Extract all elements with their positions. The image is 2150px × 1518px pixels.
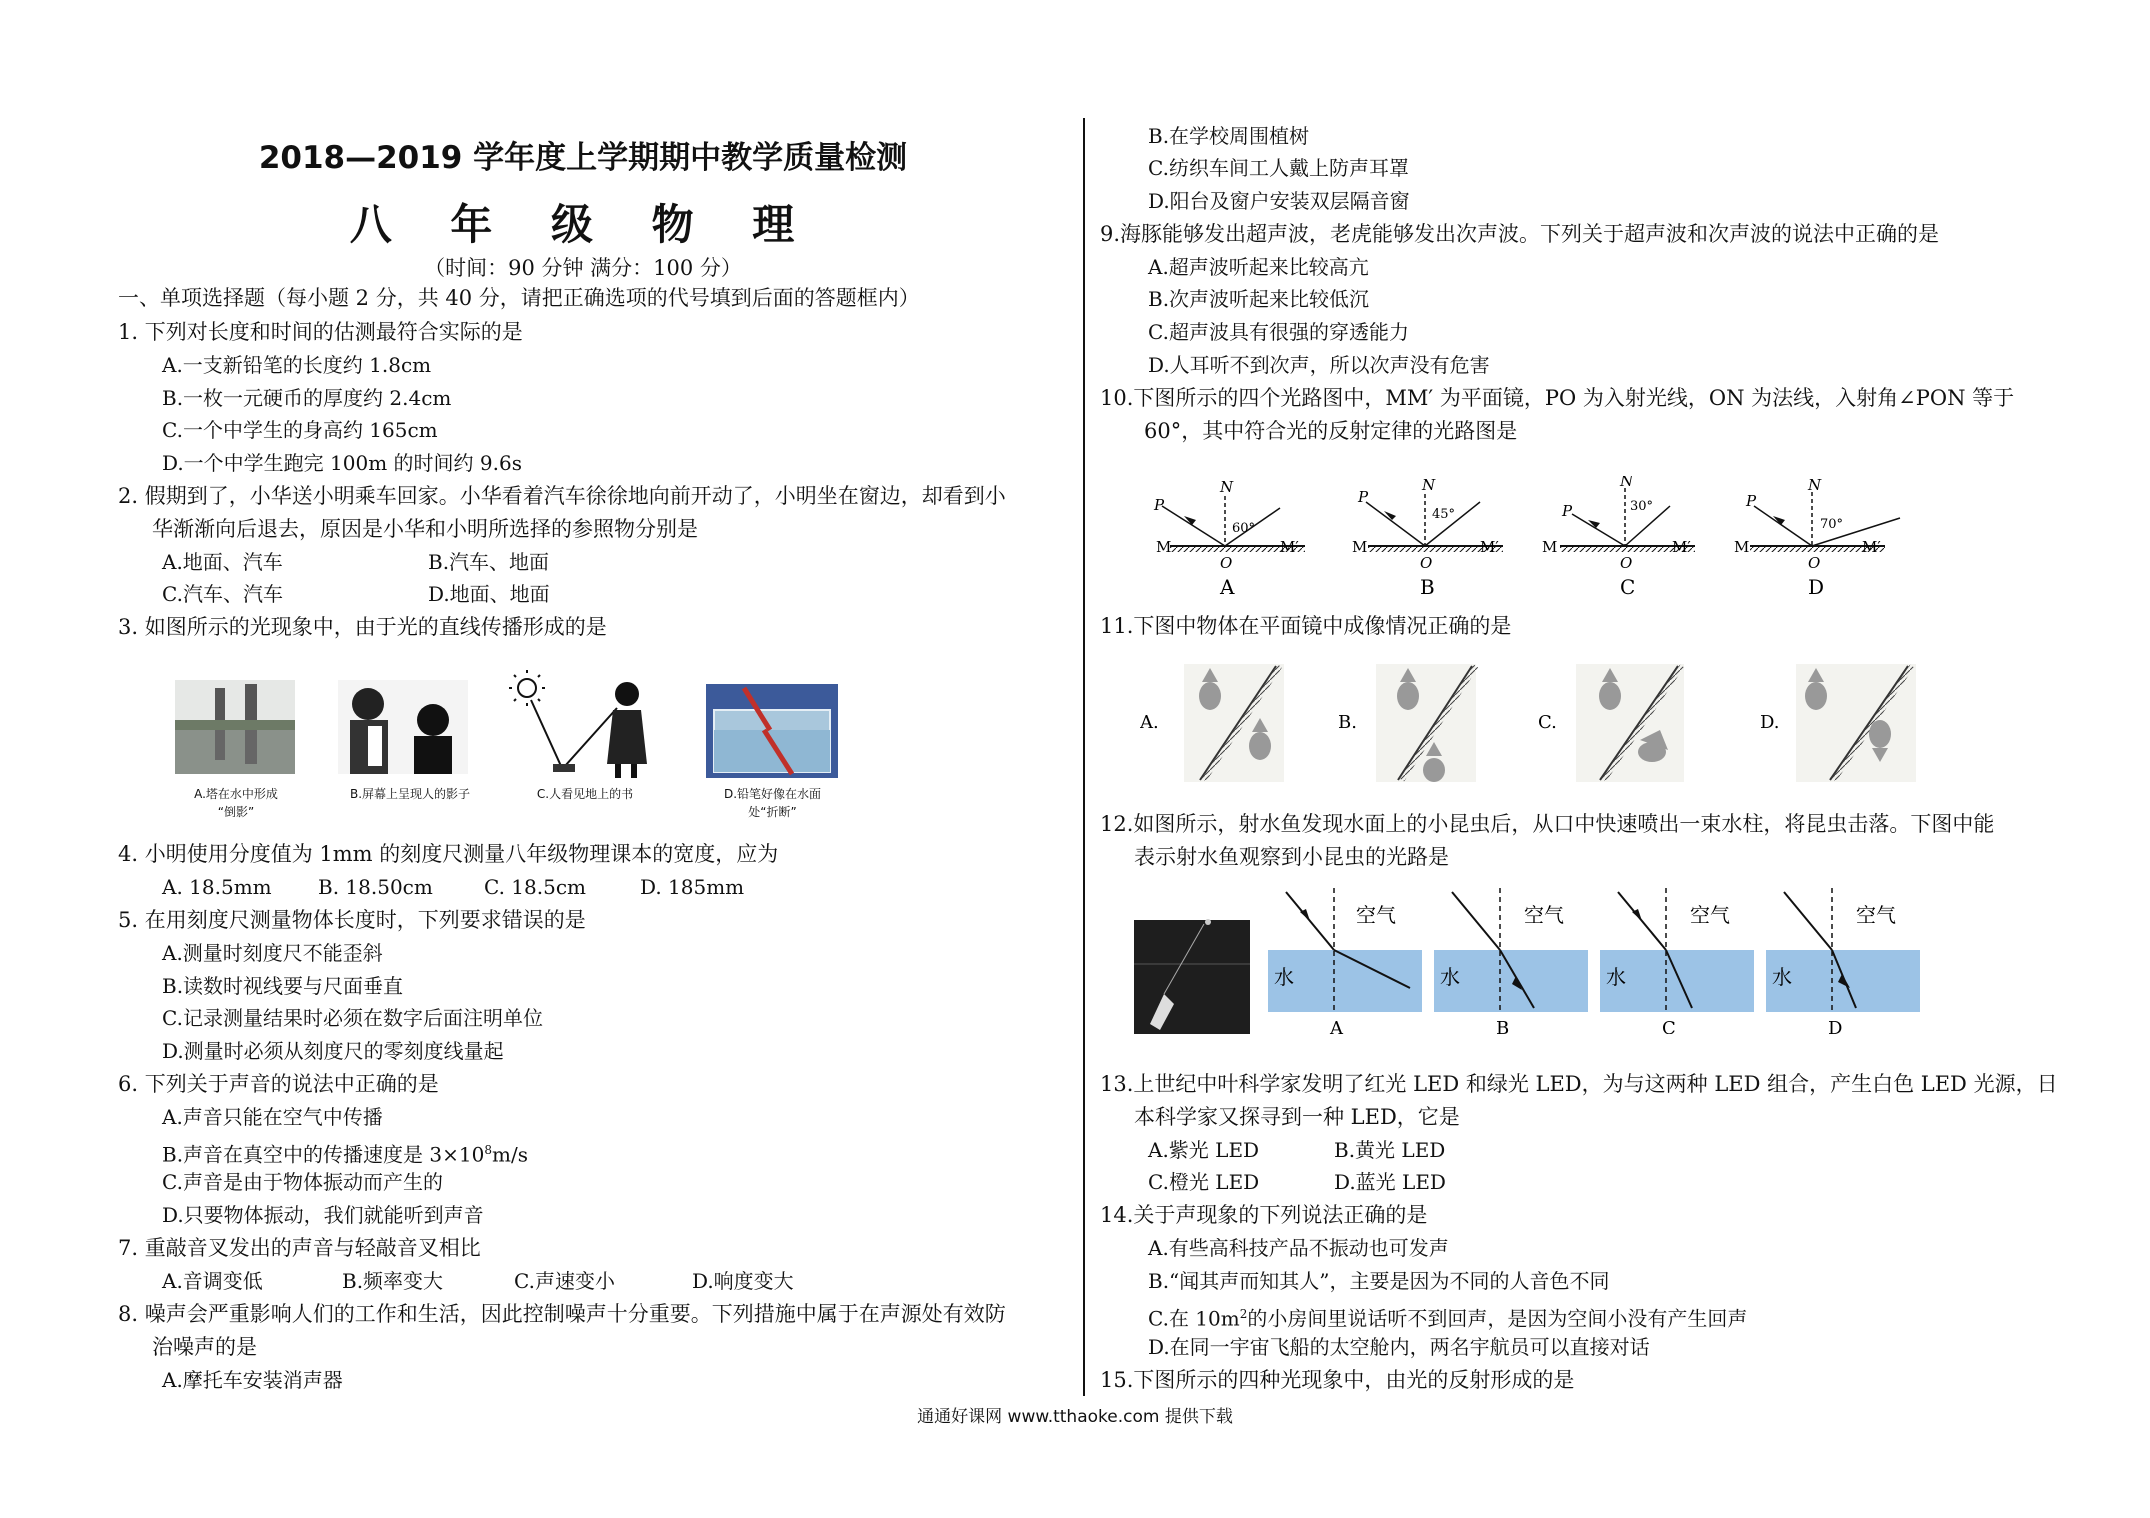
q7-option-a: A.音调变低 <box>162 1269 263 1293</box>
q3-caption-a2: “倒影” <box>217 805 255 819</box>
q1-option-d: D.一个中学生跑完 100m 的时间约 9.6s <box>162 451 522 475</box>
q2-option-b: B.汽车、地面 <box>428 550 550 574</box>
q5-option-d: D.测量时必须从刻度尺的零刻度线量起 <box>162 1039 504 1063</box>
q7-option-c: C.声速变小 <box>514 1269 615 1293</box>
q3-figure-c <box>505 670 660 780</box>
q2-option-a: A.地面、汽车 <box>162 550 283 574</box>
q6-option-c: C.声音是由于物体振动而产生的 <box>162 1170 443 1194</box>
q12-b-letter: B <box>1496 1018 1510 1034</box>
q3-caption-a1: A.塔在水中形成 <box>194 787 278 801</box>
pagoda-reflection-photo <box>175 680 295 774</box>
q9-stem: 9.海豚能够发出超声波，老虎能够发出次声波。下列关于超声波和次声波的说法中正确的是 <box>1100 222 1940 246</box>
q7-option-b: B.频率变大 <box>342 1269 444 1293</box>
q6-option-b <box>162 1136 528 1169</box>
q3-figure-a <box>175 680 295 774</box>
q10-a-o-label: O <box>1220 554 1233 572</box>
q14-option-d: D.在同一宇宙飞船的太空舱内，两名宇航员可以直接对话 <box>1148 1335 1650 1359</box>
q14-option-c-rest: 的小房间里说话听不到回声，是因为空间小没有产生回声 <box>1247 1306 1748 1331</box>
q10-c-letter: C <box>1620 575 1636 599</box>
q10-a-p-label: P <box>1154 496 1165 514</box>
sun-book-person-drawing <box>505 670 660 780</box>
q11-stem: 11.下图中物体在平面镜中成像情况正确的是 <box>1100 614 1512 638</box>
q6-stem: 6. 下列关于声音的说法中正确的是 <box>118 1072 439 1096</box>
q7-option-d: D.响度变大 <box>692 1269 794 1293</box>
q10-d-o-label: O <box>1808 554 1821 572</box>
q13-option-c: C.橙光 LED <box>1148 1170 1260 1194</box>
q13-option-a: A.紫光 LED <box>1148 1138 1260 1162</box>
column-divider <box>1083 118 1085 1396</box>
q10-b-letter: B <box>1420 575 1435 599</box>
q10-d-m-label: M <box>1734 538 1750 556</box>
q3-caption-c: C.人看见地上的书 <box>536 787 634 801</box>
shadow-play-photo <box>338 680 468 774</box>
q10-a-letter: A <box>1220 575 1235 599</box>
q14-option-b: B.“闻其声而知其人”，主要是因为不同的人音色不同 <box>1148 1269 1610 1293</box>
q10-diagram-d <box>1734 476 1900 599</box>
q10-d-n-label: N <box>1808 476 1822 494</box>
q6-option-d: D.只要物体振动，我们就能听到声音 <box>162 1203 484 1227</box>
q15-stem: 15.下图所示的四种光现象中，由光的反射形成的是 <box>1100 1368 1575 1392</box>
q2-stem-line2: 华渐渐向后退去，原因是小华和小明所选择的参照物分别是 <box>152 517 698 541</box>
q12-c-letter: C <box>1662 1018 1676 1034</box>
q1-option-b: B.一枚一元硬币的厚度约 2.4cm <box>162 386 452 410</box>
q1-option-a: A.一支新铅笔的长度约 1.8cm <box>162 353 432 377</box>
section-heading: 一、单项选择题（每小题 2 分，共 40 分，请把正确选项的代号填到后面的答题框内） <box>118 286 920 310</box>
q10-d-p-label: P <box>1746 492 1757 510</box>
q12-stem-line1: 12.如图所示，射水鱼发现水面上的小昆虫后，从口中快速喷出一束水柱，将昆虫击落。下图中能 <box>1100 812 1995 836</box>
q12-a-water: 水 <box>1274 965 1294 989</box>
q3-stem: 3. 如图所示的光现象中，由于光的直线传播形成的是 <box>118 615 607 639</box>
q10-diagram-a <box>1153 478 1305 599</box>
q6-option-b-unit: m/s <box>491 1142 528 1167</box>
q13-option-b: B.黄光 LED <box>1334 1138 1446 1162</box>
q10-b-m2-label: M′ <box>1480 538 1499 556</box>
q10-d-m2-label: M′ <box>1862 538 1881 556</box>
q12-a-letter: A <box>1330 1018 1343 1034</box>
exam-meta: （时间：90 分钟 满分：100 分） <box>424 256 742 280</box>
pencil-in-water-photo <box>706 684 838 778</box>
q12-d-air: 空气 <box>1856 903 1896 927</box>
q5-option-a: A.测量时刻度尺不能歪斜 <box>162 941 383 965</box>
q10-a-n-label: N <box>1220 478 1234 496</box>
q10-d-letter: D <box>1808 575 1825 599</box>
q3-caption-d2: 处“折断” <box>748 805 797 819</box>
q8-stem-line2: 治噪声的是 <box>152 1335 257 1359</box>
q6-option-b-exponent: 8 <box>484 1143 492 1157</box>
q6-option-a: A.声音只能在空气中传播 <box>162 1105 383 1129</box>
q3-caption-d1: D.铅笔好像在水面 <box>723 787 822 801</box>
q9-option-a: A.超声波听起来比较高亢 <box>1148 255 1369 279</box>
q10-a-m-label: M <box>1156 538 1172 556</box>
q11-c-label: C. <box>1538 712 1557 733</box>
q12-d-water: 水 <box>1772 965 1792 989</box>
q10-stem-line1: 10.下图所示的四个光路图中，MM′ 为平面镜，PO 为入射光线，ON 为法线，入射角∠PON 等于 <box>1100 386 2015 410</box>
q10-c-angle: 30° <box>1630 499 1654 514</box>
q12-a-air: 空气 <box>1356 903 1396 927</box>
q11-d-label: D. <box>1760 712 1780 733</box>
q10-diagram-c <box>1542 476 1695 599</box>
q11-a-label: A. <box>1140 712 1159 733</box>
q9-option-d: D.人耳听不到次声，所以次声没有危害 <box>1148 353 1490 377</box>
q3-caption-b: B.屏幕上呈现人的影子 <box>349 787 471 801</box>
archer-fish-photo <box>1134 920 1250 1034</box>
q10-c-p-label: P <box>1562 502 1573 520</box>
q12-b-water: 水 <box>1440 965 1460 989</box>
q13-stem-line2: 本科学家又探寻到一种 LED，它是 <box>1134 1105 1460 1129</box>
q10-a-angle: 60° <box>1232 521 1256 536</box>
q10-c-o-label: O <box>1620 554 1633 572</box>
q10-b-m-label: M <box>1352 538 1368 556</box>
q5-option-c: C.记录测量结果时必须在数字后面注明单位 <box>162 1006 543 1030</box>
q2-option-d: D.地面、地面 <box>428 582 550 606</box>
q14-option-a: A.有些高科技产品不振动也可发声 <box>1148 1236 1449 1260</box>
q4-option-b: B. 18.50cm <box>318 875 433 899</box>
q13-option-d: D.蓝光 LED <box>1334 1170 1446 1194</box>
q5-stem: 5. 在用刻度尺测量物体长度时，下列要求错误的是 <box>118 908 586 932</box>
q9-option-c: C.超声波具有很强的穿透能力 <box>1148 320 1409 344</box>
q12-b-air: 空气 <box>1524 903 1564 927</box>
q8-option-c: C.纺织车间工人戴上防声耳罩 <box>1148 156 1409 180</box>
q8-option-a: A.摩托车安装消声器 <box>162 1368 343 1392</box>
q12-stem-line2: 表示射水鱼观察到小昆虫的光路是 <box>1134 845 1449 869</box>
q8-option-d: D.阳台及窗户安装双层隔音窗 <box>1148 189 1410 213</box>
q9-option-b: B.次声波听起来比较低沉 <box>1148 287 1370 311</box>
q12-diagram-a <box>1268 888 1422 1034</box>
q7-stem: 7. 重敲音叉发出的声音与轻敲音叉相比 <box>118 1236 481 1260</box>
q4-option-c: C. 18.5cm <box>484 875 587 899</box>
q8-stem-line1: 8. 噪声会严重影响人们的工作和生活，因此控制噪声十分重要。下列措施中属于在声源处有效防 <box>118 1302 1006 1326</box>
q4-option-a: A. 18.5mm <box>162 875 272 899</box>
q12-diagram-c <box>1600 888 1754 1034</box>
exam-subject: 八 年 级 物 理 <box>349 200 817 249</box>
q12-diagram-b <box>1434 888 1588 1034</box>
q10-d-angle: 70° <box>1820 517 1844 532</box>
q10-a-m2-label: M′ <box>1280 538 1299 556</box>
q10-c-m-label: M <box>1542 538 1558 556</box>
q10-b-angle: 45° <box>1432 507 1456 522</box>
q14-option-c-text: C.在 10m <box>1148 1306 1240 1331</box>
q4-option-d: D. 185mm <box>640 875 745 899</box>
q14-option-c-exponent: 2 <box>1239 1307 1248 1321</box>
q12-diagram-d <box>1766 888 1920 1034</box>
q10-diagram-b <box>1352 476 1503 599</box>
q4-stem: 4. 小明使用分度值为 1mm 的刻度尺测量八年级物理课本的宽度，应为 <box>118 842 779 866</box>
q12-d-letter: D <box>1828 1018 1843 1034</box>
q1-stem: 1. 下列对长度和时间的估测最符合实际的是 <box>118 320 523 344</box>
q5-option-b: B.读数时视线要与尺面垂直 <box>162 974 404 998</box>
q10-c-n-label: N <box>1620 476 1634 490</box>
q14-stem: 14.关于声现象的下列说法正确的是 <box>1100 1203 1428 1227</box>
refraction-diagrams-svg <box>1134 884 1924 1034</box>
q10-c-m2-label: M′ <box>1672 538 1691 556</box>
q6-option-b-text: B.声音在真空中的传播速度是 3×10 <box>162 1142 485 1167</box>
q11-b-label: B. <box>1338 712 1357 733</box>
q2-option-c: C.汽车、汽车 <box>162 582 283 606</box>
q1-option-c: C.一个中学生的身高约 165cm <box>162 418 438 442</box>
q10-b-n-label: N <box>1422 476 1436 494</box>
reflection-diagrams-svg <box>1140 476 1920 600</box>
page-footer: 通通好课网 www.tthaoke.com 提供下载 <box>917 1407 1233 1427</box>
q11-mirror-image-diagrams <box>1140 660 1940 790</box>
q12-c-water: 水 <box>1606 965 1626 989</box>
mirror-image-svg <box>1140 660 1940 790</box>
exam-title: 2018—2019 学年度上学期期中教学质量检测 <box>258 140 908 176</box>
q10-stem-line2: 60°，其中符合光的反射定律的光路图是 <box>1144 419 1518 443</box>
q10-b-p-label: P <box>1358 488 1369 506</box>
q12-c-air: 空气 <box>1690 903 1730 927</box>
q13-stem-line1: 13.上世纪中叶科学家发明了红光 LED 和绿光 LED，为与这两种 LED 组合，产生白色 LED 光源，日 <box>1100 1072 2058 1096</box>
q8-option-b: B.在学校周围植树 <box>1148 124 1310 148</box>
q10-b-o-label: O <box>1420 554 1433 572</box>
q2-stem-line1: 2. 假期到了，小华送小明乘车回家。小华看着汽车徐徐地向前开动了，小明坐在窗边，却看到小 <box>118 484 1006 508</box>
q3-figure-b <box>338 680 468 774</box>
q10-mirror-diagrams <box>1140 476 1920 600</box>
q14-option-c <box>1148 1300 1747 1333</box>
q3-figure-d <box>706 684 838 778</box>
q12-archer-fish-diagrams <box>1134 884 1924 1034</box>
